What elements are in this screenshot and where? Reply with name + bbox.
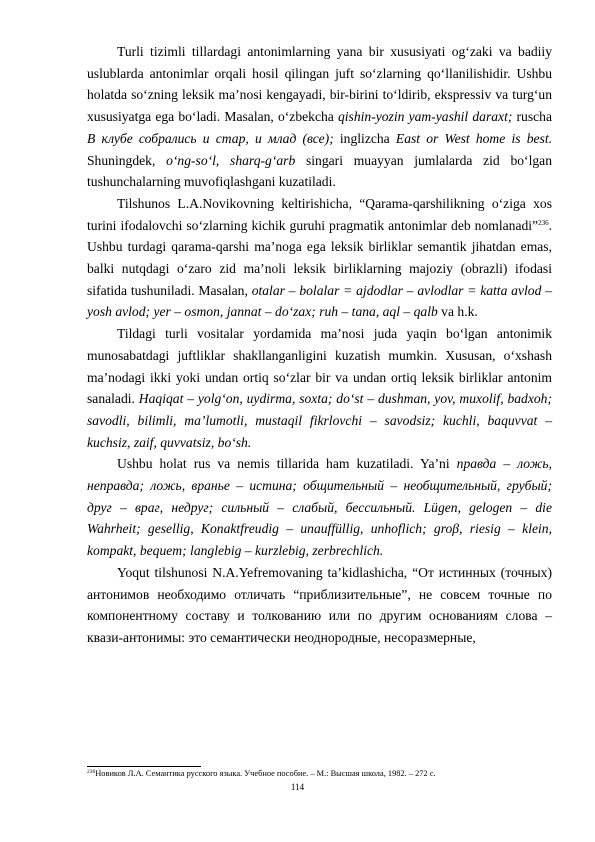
italic-example: В клубе собрались и стар, и млад (все); <box>87 130 334 146</box>
text-run: va h.k. <box>437 304 478 320</box>
italic-example: правда – ложь, неправда; ложь, вранье – истина; общительный – необщительный, грубый; друг – враг, недруг; сильный – слабый, бессильный. Lügen, gelogen – die Wahrheit; gesellig, Konaktfreudig – unauffüllig, unhoflich; groβ, riesig – klein, kompakt, bequem; langlebig – kurzlebig, zerbrechlich. <box>87 456 552 559</box>
page-number: 114 <box>290 782 305 792</box>
footnote-text: Новиков Л.А. Семантика русского языка. Учебное пособие. – М.: Высшая школа, 1982. – 272 с. <box>95 769 436 778</box>
paragraph <box>87 41 552 193</box>
text-run: Ushbu holat rus va nemis tillarida ham kuzatiladi. Ya’ni <box>117 456 457 472</box>
italic-example: otalar – bolalar = ajdodlar – avlodlar = katta avlod – yosh avlod; yer – osmon, jannat – do‘zax; ruh – tana, aql – qalb <box>87 282 552 320</box>
text-run: Shuningdek, <box>87 152 167 168</box>
italic-example: qishin-yozin yam-yashil daraxt; <box>337 109 513 125</box>
paragraph <box>87 453 552 562</box>
text-run: . Ushbu turdagi qarama-qarshi ma’noga ega leksik birliklar semantik jihatdan emas, balki nutqdagi o‘zaro zid ma’noli leksik birliklarning majoziy (obrazli) ifodasi sifatida tushuniladi. Masalan, <box>87 217 552 298</box>
body-text <box>87 41 552 649</box>
text-run: Tilshunos L.A.Novikovning keltirishicha, “Qarama-qarshilikning o‘ziga xos turini ifodalovchi so‘zlarning kichik guruhi pragmatik antonimlar deb nomlanadi” <box>87 195 552 233</box>
footnote-reference: 236 <box>538 218 549 227</box>
italic-example: East or West home is best. <box>395 130 552 146</box>
text-run: Turli tizimli tillardagi antonimlarning yana bir xususiyati og‘zaki va badiiy uslublarda antonimlar orqali hosil qilingan juft so‘zlarning qo‘llanilishidir. Ushbu holatda so‘zning leksik ma’nosi kengayadi, bir-birini to‘ldirib, ekspressiv va turg‘un xususiyatga ega bo‘ladi. Masalan, o‘zbekcha <box>87 44 552 125</box>
text-run: singari muayyan jumlalarda zid bo‘lgan tushunchalarning muvofiqlashgani kuzatiladi. <box>87 152 552 190</box>
paragraph <box>87 193 552 323</box>
footnote-number: 236 <box>87 769 96 775</box>
italic-example: o‘ng-so‘l, sharq-g‘arb <box>166 152 296 168</box>
footnote-separator <box>87 766 201 767</box>
text-run: Tildagi turli vositalar yordamida ma’nosi juda yaqin bo‘lgan antonimik munosabatdagi juftliklar shakllanganligini kuzatish mumkin. Xususan, o‘xshash ma’nodagi ikki yoki undan ortiq so‘zlar bir va undan ortiq leksik birliklar antonim sanaladi. <box>87 326 552 407</box>
text-run: ruscha <box>512 109 552 125</box>
paragraph <box>87 562 552 649</box>
text-run: Yoqut tilshunosi N.A.Yefremovaning ta’kidlashicha, “От истинных (точных) антонимов необходимо отличать “приблизительные”, не совсем точные по компонентному составу и толкованию или по другим основаниям слова – квази-антонимы: это семантически неоднородные, несоразмерные, <box>87 564 552 645</box>
footnote <box>87 769 552 779</box>
paragraph <box>87 323 552 453</box>
text-run: inglizcha <box>333 130 396 146</box>
italic-example: Haqiqat – yolg‘on, uydirma, soxta; do‘st – dushman, yov, muxolif, badxoh; savodli, bilimli, ma’lumotli, mustaqil fikrlovchi – savodsiz; kuchli, baquvvat – kuchsiz, zaif, quvvatsiz, bo‘sh. <box>87 391 552 450</box>
